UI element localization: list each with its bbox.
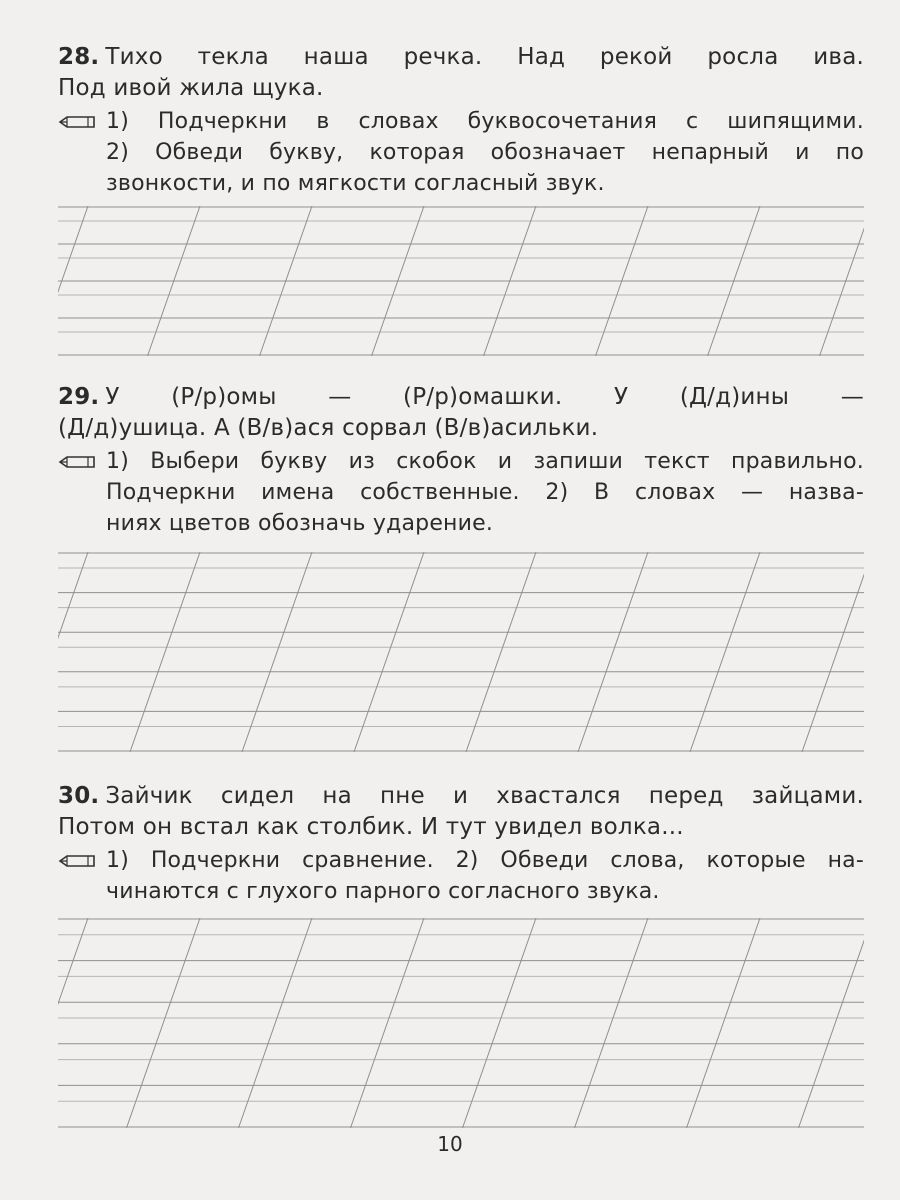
ruling-slant-line [687, 918, 761, 1128]
task-line: 1) Подчеркни в словах буквосочетания с шипящими. [106, 109, 864, 134]
ruling-slant-line [351, 918, 425, 1128]
ruling-grid [58, 206, 864, 356]
task-line: 1) Выбери букву из скобок и запиши текст правильно. [106, 449, 864, 474]
ruling-slant-line [799, 918, 865, 1128]
task-line: ниях цветов обозначь ударение. [106, 511, 494, 536]
exercise-text-line: 30. Зайчик сидел на пне и хвастался перед зайцами. [58, 783, 864, 809]
ruling-slant-line [127, 918, 201, 1128]
writing-lines[interactable] [58, 206, 864, 356]
task-instructions [58, 106, 864, 199]
ruling-slant-line [463, 918, 537, 1128]
ruling-slant-line [239, 918, 313, 1128]
exercise-text-line: 29. У (Р/р)омы — (Р/р)омашки. У (Д/д)ины — [58, 384, 864, 410]
exercise-number: 28. [58, 44, 100, 70]
ruling-slant-line [802, 552, 864, 752]
ruling-grid [58, 918, 864, 1128]
exercise-number: 30. [58, 783, 100, 809]
task-line: 1) Подчеркни сравнение. 2) Обведи слова, которые на- [106, 848, 864, 873]
task-line: звонкости, и по мягкости согласный звук. [106, 171, 605, 196]
ruling-grid [58, 552, 864, 752]
ruling-slant-line [690, 552, 760, 752]
ruling-slant-line [58, 552, 88, 752]
task-instructions [58, 845, 864, 907]
task-instructions [58, 446, 864, 539]
writing-lines[interactable] [58, 552, 864, 752]
ruling-slant-line [466, 552, 536, 752]
exercise-number: 29. [58, 384, 100, 410]
exercise-29 [58, 382, 864, 539]
ruling-slant-line [578, 552, 648, 752]
task-line: 2) Обведи букву, которая обозначает непарный и по [106, 140, 864, 165]
pencil-icon [58, 454, 98, 470]
ruling-slant-line [58, 918, 88, 1128]
ruling-slant-line [130, 552, 200, 752]
task-line: чинаются с глухого парного согласного звука. [106, 879, 660, 904]
exercise-text-line: 28. Тихо текла наша речка. Над рекой росла ива. [58, 44, 864, 70]
exercise-text-line: Потом он встал как столбик. И тут увидел волка... [58, 814, 684, 840]
ruling-slant-line [242, 552, 312, 752]
page-number: 10 [437, 1132, 463, 1156]
ruling-slant-line [354, 552, 424, 752]
writing-lines[interactable] [58, 918, 864, 1128]
pencil-icon [58, 114, 98, 130]
exercise-28 [58, 42, 864, 199]
exercise-30 [58, 781, 864, 907]
ruling-slant-line [575, 918, 649, 1128]
exercise-text-line: Под ивой жила щука. [58, 75, 324, 101]
task-line: Подчеркни имена собственные. 2) В словах — назва- [106, 480, 864, 505]
exercise-text-line: (Д/д)ушица. А (В/в)ася сорвал (В/в)асильки. [58, 415, 599, 441]
pencil-icon [58, 853, 98, 869]
